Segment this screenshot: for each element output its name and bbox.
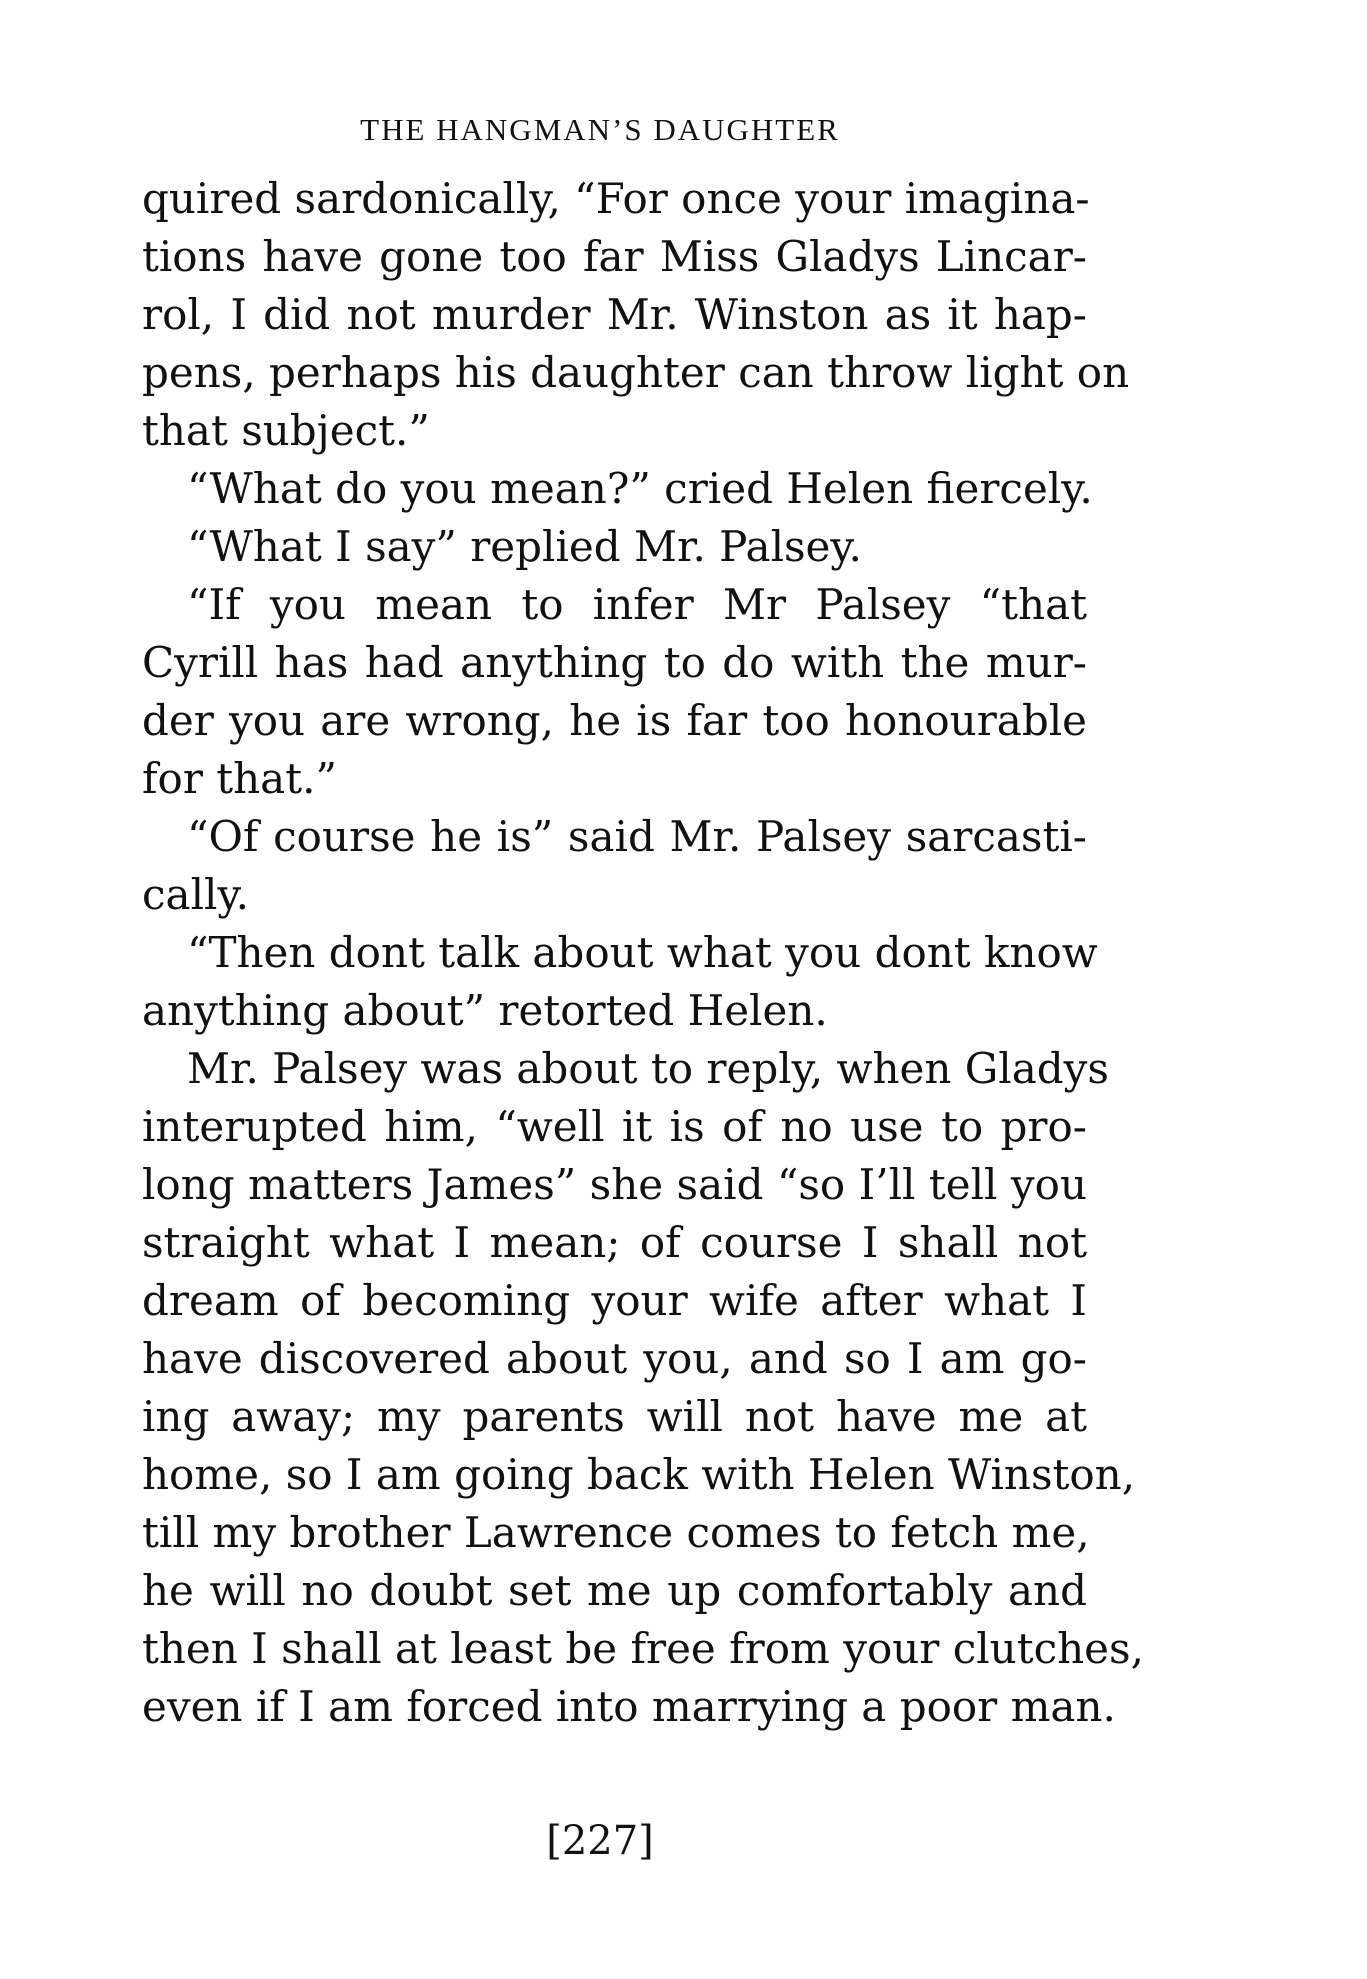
text-line: Mr. Palsey was about to reply, when Gladys: [187, 1044, 1109, 1093]
text-line: long matters James” she said “so I’ll tell you: [142, 1160, 1087, 1209]
text-line: home, so I am going back with Helen Winston,: [142, 1450, 1136, 1499]
text-line: dream of becoming your wife after what I: [142, 1276, 1087, 1325]
text-line: “What I say” replied Mr. Palsey.: [187, 522, 862, 571]
text-line: cally.: [142, 870, 249, 919]
body-text: [142, 170, 1144, 1736]
text-line: then I shall at least be free from your clutches,: [142, 1624, 1144, 1673]
text-line: pens, perhaps his daughter can throw light on: [142, 348, 1130, 397]
text-line: anything about” retorted Helen.: [142, 986, 828, 1035]
text-line: Cyrill has had anything to do with the mur-: [142, 638, 1087, 687]
text-line: tions have gone too far Miss Gladys Lincar-: [142, 232, 1087, 281]
text-line: for that.”: [142, 754, 337, 803]
text-line: rol, I did not murder Mr. Winston as it hap-: [142, 290, 1087, 339]
text-line: “Of course he is” said Mr. Palsey sarcasti-: [187, 812, 1087, 861]
text-line: ing away; my parents will not have me at: [142, 1392, 1087, 1441]
text-line: “Then dont talk about what you dont know: [187, 928, 1098, 977]
running-head: THE HANGMAN’S DAUGHTER: [360, 112, 840, 147]
text-line: he will no doubt set me up comfortably and: [142, 1566, 1087, 1615]
text-line: interupted him, “well it is of no use to pro-: [142, 1102, 1087, 1151]
text-line: straight what I mean; of course I shall not: [142, 1218, 1087, 1267]
text-line: till my brother Lawrence comes to fetch me,: [142, 1508, 1090, 1557]
text-line: “What do you mean?” cried Helen fiercely.: [187, 464, 1093, 513]
text-line: that subject.”: [142, 406, 430, 455]
page-number: [227]: [546, 1818, 654, 1864]
text-line: quired sardonically, “For once your imagina-: [142, 174, 1090, 223]
text-line: have discovered about you, and so I am go-: [142, 1334, 1087, 1383]
text-line: even if I am forced into marrying a poor man.: [142, 1682, 1116, 1731]
text-line: “If you mean to infer Mr Palsey “that: [187, 580, 1087, 629]
text-line: der you are wrong, he is far too honourable: [142, 696, 1087, 745]
